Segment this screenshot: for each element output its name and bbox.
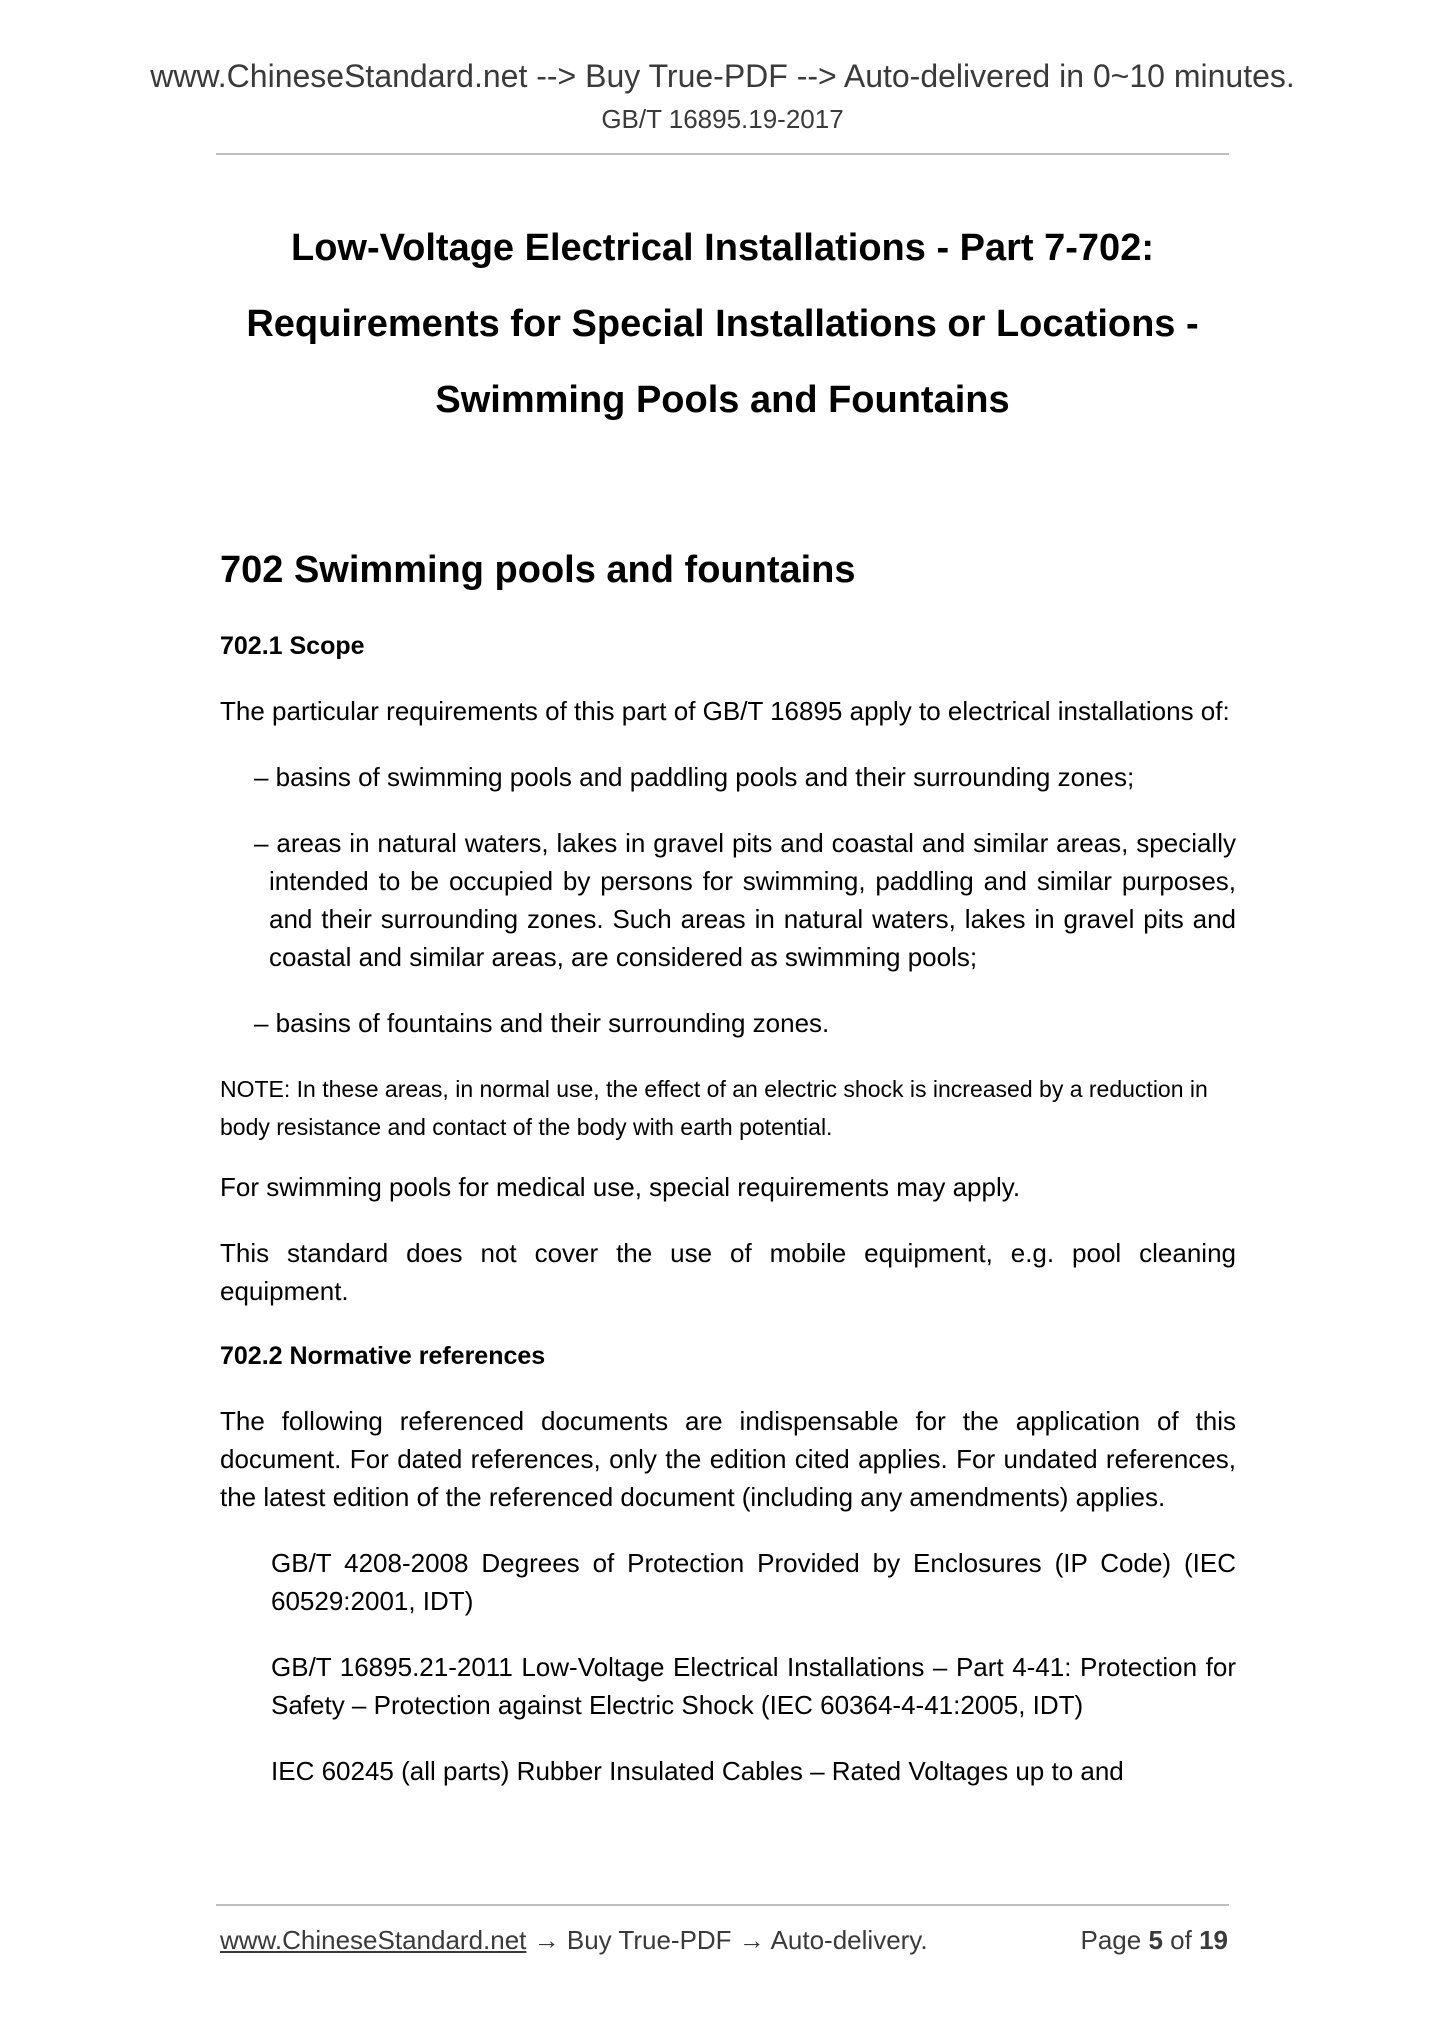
normative-references-intro: The following referenced documents are indispensable for the application of this document. For dated references, only the edition cited applies. For undated references, the latest edition of the referenced document (including any amendments) applies. xyxy=(220,1406,1236,1512)
mobile-equipment-paragraph: This standard does not cover the use of mobile equipment, e.g. pool cleaning equipment. xyxy=(220,1238,1236,1306)
header-banner: www.ChineseStandard.net --> Buy True-PDF --> Auto-delivered in 0~10 minutes. xyxy=(150,58,1295,94)
medical-paragraph: For swimming pools for medical use, special requirements may apply. xyxy=(220,1172,1021,1202)
body-content xyxy=(220,546,1236,1790)
reference-item-3: IEC 60245 (all parts) Rubber Insulated Cables – Rated Voltages up to and xyxy=(271,1756,1124,1786)
page-of: of xyxy=(1170,1925,1192,1955)
footer-website-link[interactable]: www.ChineseStandard.net xyxy=(220,1925,527,1955)
reference-item-1: GB/T 4208-2008 Degrees of Protection Provided by Enclosures (IP Code) (IEC 60529:2001, IDT) xyxy=(271,1548,1236,1616)
scope-bullet-3: – basins of fountains and their surrounding zones. xyxy=(254,1008,830,1038)
document-title xyxy=(200,210,1245,438)
title-line-3: Swimming Pools and Fountains xyxy=(435,379,1010,421)
scope-bullet-1: – basins of swimming pools and paddling pools and their surrounding zones; xyxy=(254,762,1135,792)
footer-divider xyxy=(216,1904,1229,1906)
page-number xyxy=(1080,1922,1228,1958)
scope-bullet-2: – areas in natural waters, lakes in gravel pits and coastal and similar areas, specially intended to be occupied by persons for swimming, paddling and similar purposes, and their surrounding zones. Such areas in natural waters, lakes in gravel pits and coastal and similar areas, are considered as swimming pools; xyxy=(254,828,1236,972)
footer-tagline: → Buy True-PDF → Auto-delivery. xyxy=(526,1925,928,1955)
title-line-1: Low-Voltage Electrical Installations - Part 7-702: xyxy=(291,227,1154,269)
scope-heading: 702.1 Scope xyxy=(220,632,365,660)
header-divider xyxy=(216,153,1229,155)
scope-note: NOTE: In these areas, in normal use, the effect of an electric shock is increased by a reduction in body resistance and contact of the body with earth potential. xyxy=(220,1076,1208,1140)
title-line-2: Requirements for Special Installations or Locations - xyxy=(246,303,1199,345)
header-standard-number: GB/T 16895.19-2017 xyxy=(601,104,844,134)
page-total: 19 xyxy=(1199,1925,1228,1955)
footer-left xyxy=(220,1922,928,1958)
reference-item-2: GB/T 16895.21-2011 Low-Voltage Electrical Installations – Part 4-41: Protection for Safety – Protection against Electric Shock (IEC 60364-4-41:2005, IDT) xyxy=(271,1652,1236,1720)
page-label: Page xyxy=(1080,1925,1142,1955)
normative-references-heading: 702.2 Normative references xyxy=(220,1342,546,1370)
page-current: 5 xyxy=(1148,1925,1163,1955)
scope-intro: The particular requirements of this part of GB/T 16895 apply to electrical installations of: xyxy=(220,696,1230,726)
section-heading: 702 Swimming pools and fountains xyxy=(220,549,856,591)
